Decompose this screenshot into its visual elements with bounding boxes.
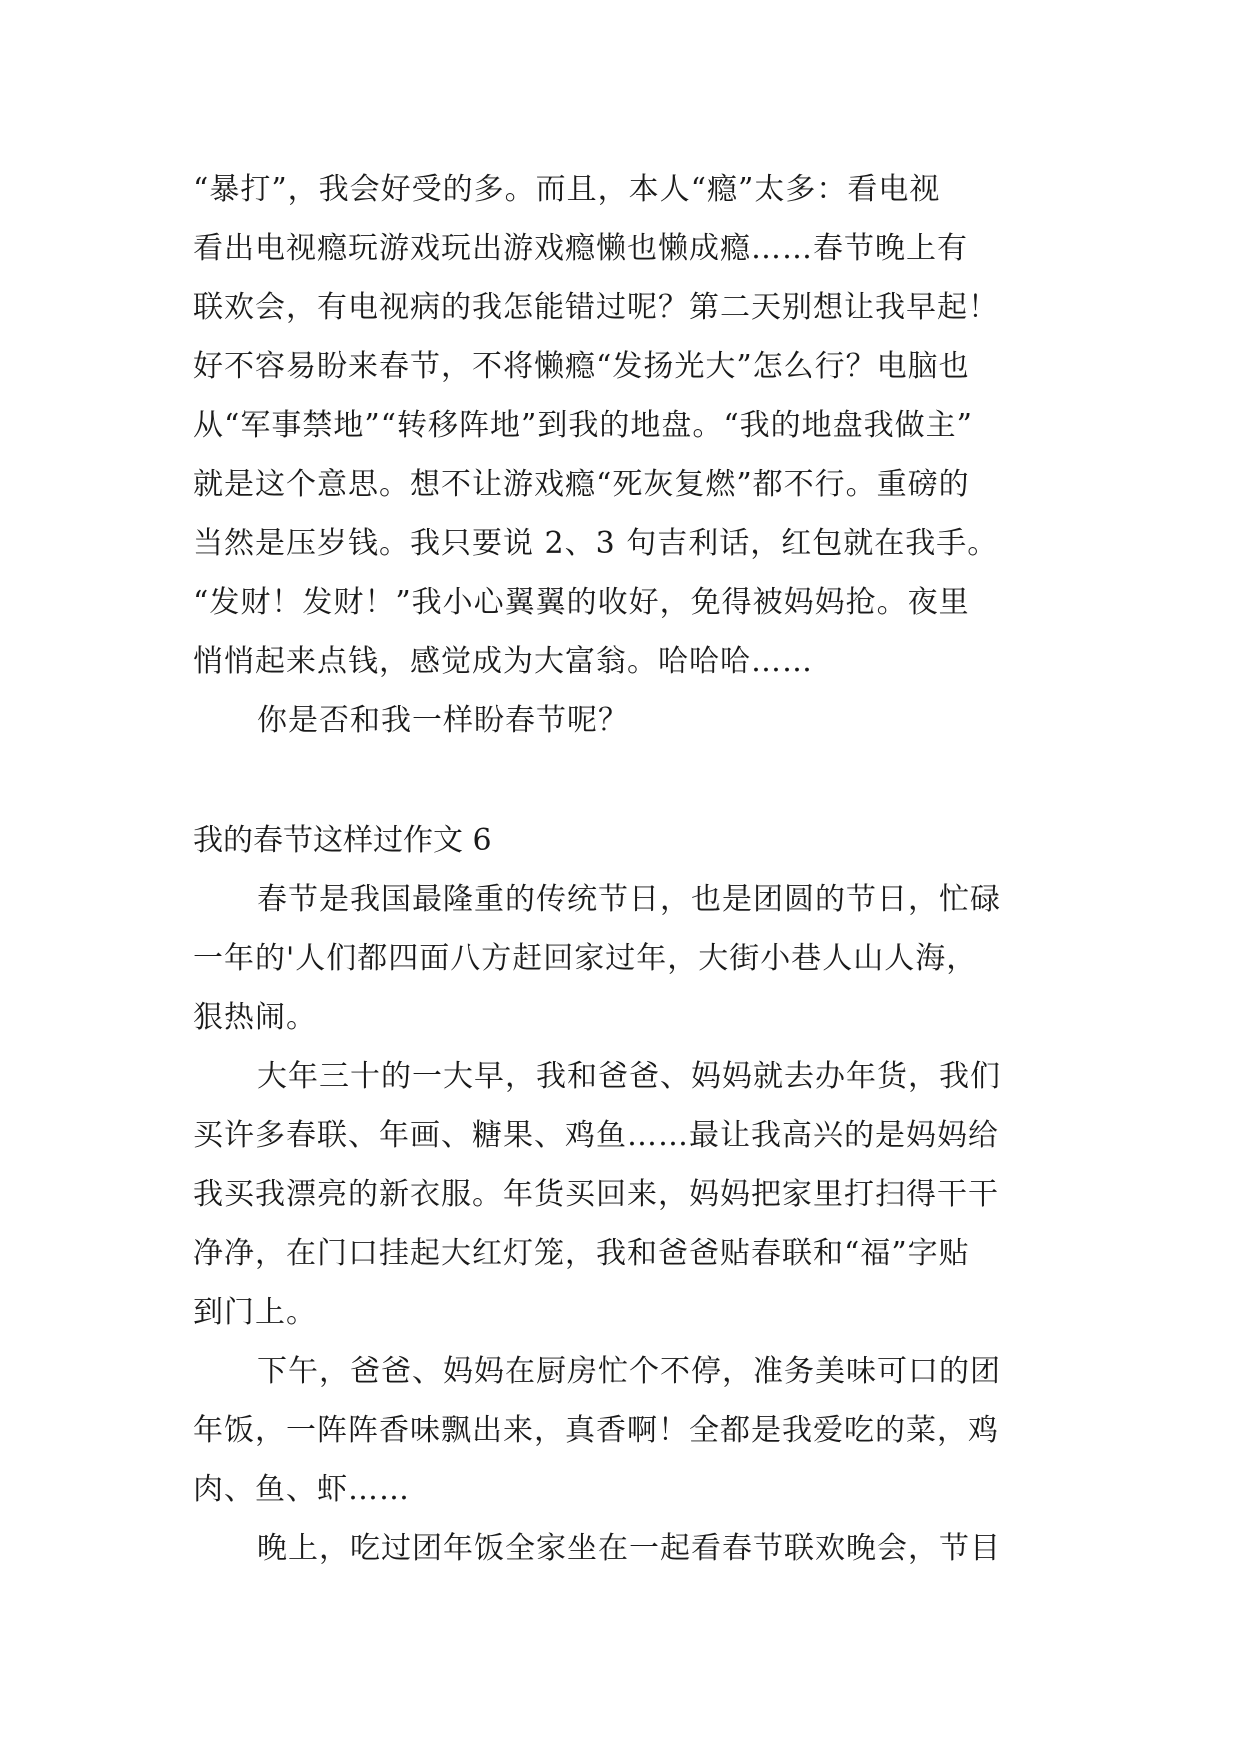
paragraph-line: 肉、鱼、虾…… [193, 1472, 410, 1507]
paragraph-line: 买许多春联、年画、糖果、鸡鱼……最让我高兴的是妈妈给 [193, 1118, 999, 1153]
text-line: 从“军事禁地”“转移阵地”到我的地盘。“我的地盘我做主” [193, 408, 974, 443]
paragraph-line: 狠热闹。 [193, 1000, 317, 1035]
section-gap [193, 750, 1053, 811]
text-line: 看出电视瘾玩游戏玩出游戏瘾懒也懒成瘾……春节晚上有 [193, 231, 968, 266]
paragraph-line: 下午，爸爸、妈妈在厨房忙个不停，准务美味可口的团 [257, 1354, 1001, 1389]
text-line: 好不容易盼来春节，不将懒瘾“发扬光大”怎么行？电脑也 [193, 349, 970, 384]
section-title: 我的春节这样过作文 6 [193, 823, 492, 858]
paragraph-line: 净净，在门口挂起大红灯笼，我和爸爸贴春联和“福”字贴 [193, 1236, 970, 1271]
text-line: 就是这个意思。想不让游戏瘾“死灰复燃”都不行。重磅的 [193, 467, 970, 502]
paragraph-line: 大年三十的一大早，我和爸爸、妈妈就去办年货，我们 [257, 1059, 1001, 1094]
text-line: 联欢会，有电视病的我怎能错过呢？第二天别想让我早起！ [193, 290, 999, 325]
paragraph-line: 春节是我国最隆重的传统节日，也是团圆的节日，忙碌 [257, 882, 1001, 917]
text-line: “暴打”，我会好受的多。而且，本人“瘾”太多：看电视 [193, 172, 941, 207]
paragraph-line: 我买我漂亮的新衣服。年货买回来，妈妈把家里打扫得干干 [193, 1177, 999, 1212]
text-line: 悄悄起来点钱，感觉成为大富翁。哈哈哈…… [193, 644, 813, 679]
paragraph-line: 一年的'人们都四面八方赶回家过年，大街小巷人山人海， [193, 941, 978, 976]
closing-question: 你是否和我一样盼春节呢？ [257, 703, 629, 738]
paragraph-line: 晚上，吃过团年饭全家坐在一起看春节联欢晚会，节目 [257, 1531, 1001, 1566]
paragraph-line: 年饭，一阵阵香味飘出来，真香啊！全都是我爱吃的菜，鸡 [193, 1413, 999, 1448]
paragraph-line: 到门上。 [193, 1295, 317, 1330]
text-line: “发财！发财！”我小心翼翼的收好，免得被妈妈抢。夜里 [193, 585, 970, 620]
document-body [193, 160, 1053, 1578]
text-line: 当然是压岁钱。我只要说 2、3 句吉利话，红包就在我手。 [193, 526, 999, 561]
